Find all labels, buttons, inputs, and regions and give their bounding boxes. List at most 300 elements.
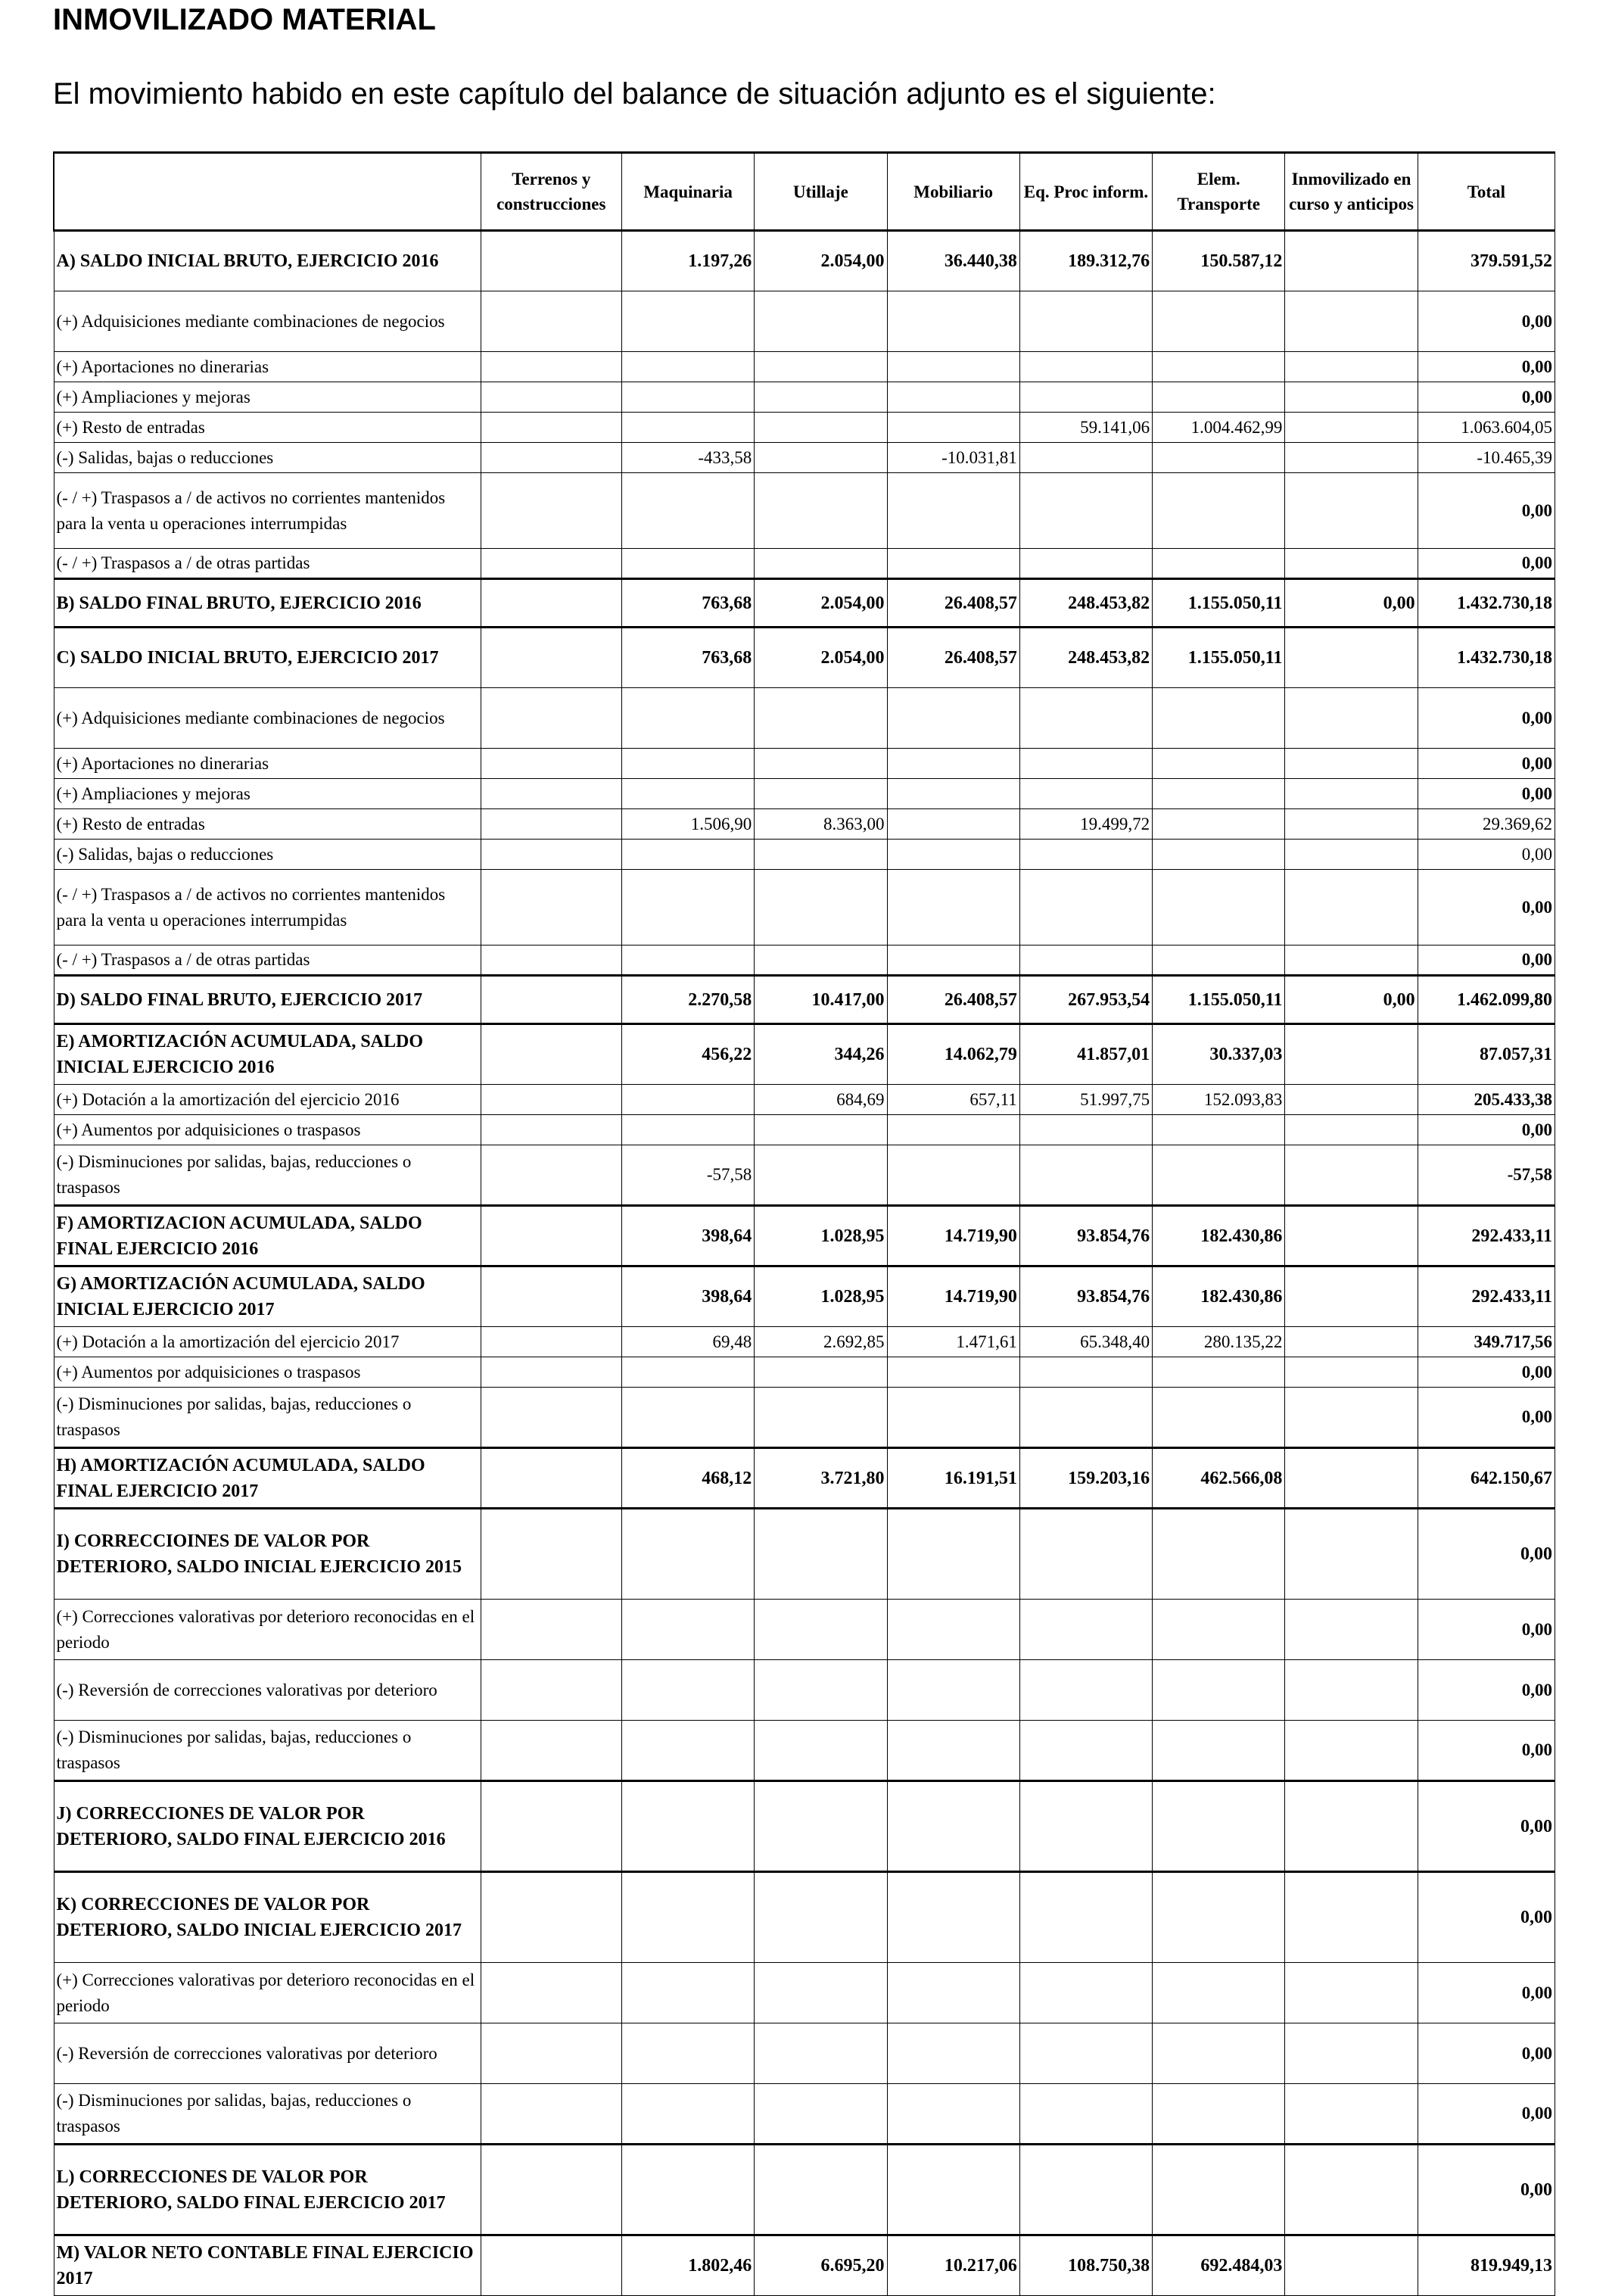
row-total-cell: 349.717,56: [1418, 1327, 1555, 1357]
row-value-cell: [481, 1963, 621, 2023]
table-row: [54, 1721, 1555, 1781]
row-value-cell: [887, 2084, 1019, 2145]
row-total-cell: 87.057,31: [1418, 1024, 1555, 1085]
row-value-cell: 108.750,38: [1019, 2235, 1152, 2296]
row-value-cell: [481, 2235, 621, 2296]
row-value-cell: [1153, 2145, 1285, 2235]
row-total-cell: 1.063.604,05: [1418, 413, 1555, 443]
row-label: (-) Reversión de correcciones valorativas por deterioro: [54, 1660, 481, 1721]
row-value-cell: [1153, 2084, 1285, 2145]
row-value-cell: 93.854,76: [1019, 1206, 1152, 1266]
row-value-cell: [621, 870, 754, 946]
row-label: (- / +) Traspasos a / de otras partidas: [54, 946, 481, 976]
header-inmovilizado-curso: Inmovilizado en curso y anticipos: [1285, 153, 1418, 231]
row-value-cell: [755, 2084, 887, 2145]
row-value-cell: [1285, 779, 1418, 809]
row-value-cell: [1153, 946, 1285, 976]
row-value-cell: [1153, 549, 1285, 579]
row-total-cell: 0,00: [1418, 1357, 1555, 1388]
row-value-cell: [621, 1388, 754, 1448]
row-label: (+) Dotación a la amortización del ejercicio 2017: [54, 1327, 481, 1357]
table-row: [54, 443, 1555, 473]
row-total-cell: 0,00: [1418, 1872, 1555, 1963]
row-value-cell: [1019, 946, 1152, 976]
row-value-cell: [1285, 2023, 1418, 2084]
row-value-cell: [1019, 1600, 1152, 1660]
row-value-cell: [887, 1115, 1019, 1145]
row-value-cell: [481, 352, 621, 382]
table-row: [54, 628, 1555, 688]
row-label: (+) Ampliaciones y mejoras: [54, 779, 481, 809]
table-row: [54, 291, 1555, 352]
row-value-cell: 26.408,57: [887, 579, 1019, 628]
row-value-cell: [1285, 628, 1418, 688]
row-value-cell: [481, 976, 621, 1024]
header-concept: [54, 153, 481, 231]
row-value-cell: [755, 749, 887, 779]
row-value-cell: [755, 1600, 887, 1660]
row-value-cell: [481, 1388, 621, 1448]
row-value-cell: 763,68: [621, 579, 754, 628]
row-value-cell: [481, 1448, 621, 1509]
row-value-cell: [481, 231, 621, 291]
row-value-cell: [481, 291, 621, 352]
row-value-cell: -433,58: [621, 443, 754, 473]
row-value-cell: [481, 1600, 621, 1660]
row-value-cell: [755, 2023, 887, 2084]
row-value-cell: [1019, 1357, 1152, 1388]
table-row: [54, 1357, 1555, 1388]
row-value-cell: [1285, 749, 1418, 779]
row-value-cell: 26.408,57: [887, 976, 1019, 1024]
row-value-cell: [1019, 1660, 1152, 1721]
row-value-cell: [621, 1872, 754, 1963]
row-total-cell: 0,00: [1418, 1963, 1555, 2023]
row-value-cell: 344,26: [755, 1024, 887, 1085]
row-value-cell: [481, 688, 621, 749]
row-value-cell: 398,64: [621, 1266, 754, 1327]
row-value-cell: 8.363,00: [755, 809, 887, 840]
row-value-cell: [1153, 1145, 1285, 1206]
row-value-cell: [621, 1509, 754, 1600]
row-label: (+) Adquisiciones mediante combinaciones de negocios: [54, 291, 481, 352]
row-label: H) AMORTIZACIÓN ACUMULADA, SALDO FINAL EJERCICIO 2017: [54, 1448, 481, 1509]
table-row: [54, 1600, 1555, 1660]
row-value-cell: [755, 1388, 887, 1448]
row-label: K) CORRECCIONES DE VALOR POR DETERIORO, SALDO INICIAL EJERCICIO 2017: [54, 1872, 481, 1963]
row-value-cell: [1153, 688, 1285, 749]
header-utillaje: Utillaje: [755, 153, 887, 231]
row-value-cell: [1019, 352, 1152, 382]
row-value-cell: [621, 1781, 754, 1872]
row-value-cell: [621, 779, 754, 809]
row-value-cell: [1285, 1600, 1418, 1660]
row-total-cell: 0,00: [1418, 779, 1555, 809]
header-mobiliario: Mobiliario: [887, 153, 1019, 231]
row-total-cell: 0,00: [1418, 2145, 1555, 2235]
row-value-cell: 1.028,95: [755, 1206, 887, 1266]
row-value-cell: 6.695,20: [755, 2235, 887, 2296]
row-value-cell: [1019, 1872, 1152, 1963]
table-row: [54, 809, 1555, 840]
row-label: (- / +) Traspasos a / de otras partidas: [54, 549, 481, 579]
row-label: (- / +) Traspasos a / de activos no corrientes mantenidos para la venta u operaciones interrumpidas: [54, 473, 481, 549]
row-value-cell: [1285, 231, 1418, 291]
row-value-cell: 248.453,82: [1019, 628, 1152, 688]
row-value-cell: 1.506,90: [621, 809, 754, 840]
row-value-cell: [1019, 549, 1152, 579]
row-value-cell: 692.484,03: [1153, 2235, 1285, 2296]
row-value-cell: [481, 443, 621, 473]
row-value-cell: [1285, 1448, 1418, 1509]
row-value-cell: [1153, 1357, 1285, 1388]
table-row: [54, 1781, 1555, 1872]
row-value-cell: 19.499,72: [1019, 809, 1152, 840]
row-value-cell: [1285, 809, 1418, 840]
row-value-cell: [755, 549, 887, 579]
row-value-cell: 280.135,22: [1153, 1327, 1285, 1357]
row-value-cell: -57,58: [621, 1145, 754, 1206]
row-label: (+) Resto de entradas: [54, 413, 481, 443]
table-row: [54, 352, 1555, 382]
row-value-cell: [887, 291, 1019, 352]
row-value-cell: 1.155.050,11: [1153, 628, 1285, 688]
row-value-cell: [621, 840, 754, 870]
row-value-cell: [1153, 1388, 1285, 1448]
row-value-cell: [887, 1509, 1019, 1600]
row-label: (+) Resto de entradas: [54, 809, 481, 840]
row-label: (+) Correcciones valorativas por deterioro reconocidas en el periodo: [54, 1963, 481, 2023]
row-value-cell: [481, 809, 621, 840]
row-value-cell: [755, 352, 887, 382]
row-value-cell: [887, 1872, 1019, 1963]
row-total-cell: 0,00: [1418, 749, 1555, 779]
header-eq-proc: Eq. Proc inform.: [1019, 153, 1152, 231]
row-value-cell: [1153, 1600, 1285, 1660]
row-value-cell: [621, 2145, 754, 2235]
row-value-cell: 2.054,00: [755, 579, 887, 628]
row-value-cell: [481, 579, 621, 628]
row-value-cell: [1153, 749, 1285, 779]
row-label: (-) Salidas, bajas o reducciones: [54, 443, 481, 473]
page-subtitle: El movimiento habido en este capítulo del balance de situación adjunto es el siguiente:: [53, 77, 1216, 111]
row-value-cell: 10.217,06: [887, 2235, 1019, 2296]
page-title: INMOVILIZADO MATERIAL: [53, 3, 436, 36]
row-value-cell: [1285, 382, 1418, 413]
row-value-cell: [1153, 870, 1285, 946]
row-value-cell: [1019, 291, 1152, 352]
row-value-cell: 3.721,80: [755, 1448, 887, 1509]
row-value-cell: [1285, 352, 1418, 382]
row-value-cell: [621, 749, 754, 779]
row-value-cell: [755, 688, 887, 749]
row-value-cell: [481, 1266, 621, 1327]
row-value-cell: [481, 1660, 621, 1721]
row-value-cell: 2.692,85: [755, 1327, 887, 1357]
row-value-cell: 1.028,95: [755, 1266, 887, 1327]
row-value-cell: [1153, 473, 1285, 549]
row-value-cell: 14.719,90: [887, 1266, 1019, 1327]
row-value-cell: [481, 1085, 621, 1115]
row-value-cell: 51.997,75: [1019, 1085, 1152, 1115]
row-value-cell: [621, 1660, 754, 1721]
row-total-cell: 0,00: [1418, 870, 1555, 946]
row-value-cell: 0,00: [1285, 976, 1418, 1024]
row-value-cell: [1285, 1509, 1418, 1600]
table-row: [54, 382, 1555, 413]
row-value-cell: [621, 1600, 754, 1660]
table-row: [54, 1145, 1555, 1206]
row-value-cell: [621, 413, 754, 443]
table-row: [54, 2023, 1555, 2084]
row-value-cell: [887, 1600, 1019, 1660]
row-value-cell: [887, 749, 1019, 779]
row-value-cell: [481, 840, 621, 870]
row-label: F) AMORTIZACION ACUMULADA, SALDO FINAL EJERCICIO 2016: [54, 1206, 481, 1266]
row-value-cell: [755, 1872, 887, 1963]
row-total-cell: 0,00: [1418, 2023, 1555, 2084]
row-value-cell: [481, 382, 621, 413]
row-total-cell: 0,00: [1418, 1781, 1555, 1872]
row-label: (-) Disminuciones por salidas, bajas, reducciones o traspasos: [54, 2084, 481, 2145]
row-value-cell: 26.408,57: [887, 628, 1019, 688]
row-value-cell: 59.141,06: [1019, 413, 1152, 443]
table-row: [54, 688, 1555, 749]
row-label: (+) Adquisiciones mediante combinaciones de negocios: [54, 688, 481, 749]
row-value-cell: [1153, 443, 1285, 473]
row-value-cell: [1285, 870, 1418, 946]
table-row: [54, 749, 1555, 779]
row-value-cell: [621, 1357, 754, 1388]
row-label: (+) Ampliaciones y mejoras: [54, 382, 481, 413]
row-total-cell: -10.465,39: [1418, 443, 1555, 473]
row-value-cell: [1153, 840, 1285, 870]
row-value-cell: 41.857,01: [1019, 1024, 1152, 1085]
table-header-row: [54, 153, 1555, 231]
row-total-cell: 0,00: [1418, 1388, 1555, 1448]
row-label: (-) Disminuciones por salidas, bajas, reducciones o traspasos: [54, 1388, 481, 1448]
row-value-cell: 267.953,54: [1019, 976, 1152, 1024]
row-value-cell: [621, 688, 754, 749]
row-value-cell: [1285, 1872, 1418, 1963]
row-value-cell: [621, 1963, 754, 2023]
row-value-cell: [1285, 2145, 1418, 2235]
row-value-cell: 398,64: [621, 1206, 754, 1266]
row-value-cell: [1019, 2145, 1152, 2235]
row-value-cell: [1285, 1266, 1418, 1327]
row-value-cell: 0,00: [1285, 579, 1418, 628]
row-value-cell: [1285, 1721, 1418, 1781]
table-row: [54, 1024, 1555, 1085]
row-label: C) SALDO INICIAL BRUTO, EJERCICIO 2017: [54, 628, 481, 688]
row-label: D) SALDO FINAL BRUTO, EJERCICIO 2017: [54, 976, 481, 1024]
table-row: [54, 413, 1555, 443]
row-value-cell: [1153, 809, 1285, 840]
row-value-cell: [1153, 1721, 1285, 1781]
row-value-cell: 30.337,03: [1153, 1024, 1285, 1085]
row-value-cell: 248.453,82: [1019, 579, 1152, 628]
row-value-cell: [481, 1206, 621, 1266]
row-label: I) CORRECCIOINES DE VALOR POR DETERIORO, SALDO INICIAL EJERCICIO 2015: [54, 1509, 481, 1600]
row-total-cell: 0,00: [1418, 946, 1555, 976]
row-total-cell: 0,00: [1418, 382, 1555, 413]
row-value-cell: [755, 779, 887, 809]
row-value-cell: 16.191,51: [887, 1448, 1019, 1509]
row-label: (+) Aumentos por adquisiciones o traspasos: [54, 1357, 481, 1388]
row-value-cell: [887, 779, 1019, 809]
row-value-cell: [887, 473, 1019, 549]
row-value-cell: [1285, 1085, 1418, 1115]
row-value-cell: [621, 382, 754, 413]
row-value-cell: [755, 840, 887, 870]
row-total-cell: -57,58: [1418, 1145, 1555, 1206]
row-value-cell: 152.093,83: [1153, 1085, 1285, 1115]
row-value-cell: [621, 549, 754, 579]
row-total-cell: 819.949,13: [1418, 2235, 1555, 2296]
row-value-cell: [887, 382, 1019, 413]
row-value-cell: [887, 2023, 1019, 2084]
row-value-cell: [755, 1509, 887, 1600]
row-total-cell: 0,00: [1418, 1115, 1555, 1145]
row-value-cell: [481, 1024, 621, 1085]
table-row: [54, 2235, 1555, 2296]
row-value-cell: 182.430,86: [1153, 1206, 1285, 1266]
row-total-cell: 0,00: [1418, 352, 1555, 382]
row-value-cell: [481, 749, 621, 779]
row-value-cell: [887, 688, 1019, 749]
row-total-cell: 0,00: [1418, 291, 1555, 352]
row-value-cell: [481, 779, 621, 809]
movement-table: [53, 151, 1555, 2296]
row-value-cell: [1153, 1963, 1285, 2023]
row-value-cell: [1285, 291, 1418, 352]
row-value-cell: [1019, 688, 1152, 749]
table-row: [54, 473, 1555, 549]
row-value-cell: [755, 1357, 887, 1388]
row-value-cell: [1153, 779, 1285, 809]
row-value-cell: [481, 1115, 621, 1145]
table-row: [54, 2084, 1555, 2145]
row-value-cell: [1285, 1206, 1418, 1266]
row-value-cell: 763,68: [621, 628, 754, 688]
row-value-cell: [1285, 1660, 1418, 1721]
row-value-cell: [755, 291, 887, 352]
row-total-cell: 1.432.730,18: [1418, 628, 1555, 688]
row-value-cell: [755, 946, 887, 976]
row-value-cell: [1285, 2084, 1418, 2145]
row-value-cell: 14.062,79: [887, 1024, 1019, 1085]
row-value-cell: [887, 549, 1019, 579]
row-value-cell: [481, 1781, 621, 1872]
row-total-cell: 0,00: [1418, 1721, 1555, 1781]
row-value-cell: -10.031,81: [887, 443, 1019, 473]
row-label: (- / +) Traspasos a / de activos no corrientes mantenidos para la venta u operaciones interrumpidas: [54, 870, 481, 946]
row-total-cell: 0,00: [1418, 840, 1555, 870]
table-row: [54, 946, 1555, 976]
row-value-cell: [1019, 1388, 1152, 1448]
row-value-cell: [887, 1721, 1019, 1781]
row-total-cell: 0,00: [1418, 473, 1555, 549]
row-value-cell: [481, 870, 621, 946]
row-label: (-) Disminuciones por salidas, bajas, reducciones o traspasos: [54, 1145, 481, 1206]
table-row: [54, 1206, 1555, 1266]
row-value-cell: [1285, 1024, 1418, 1085]
row-value-cell: 2.270,58: [621, 976, 754, 1024]
row-total-cell: 29.369,62: [1418, 809, 1555, 840]
table-row: [54, 1085, 1555, 1115]
row-value-cell: [1153, 382, 1285, 413]
row-label: E) AMORTIZACIÓN ACUMULADA, SALDO INICIAL EJERCICIO 2016: [54, 1024, 481, 1085]
row-label: (+) Dotación a la amortización del ejercicio 2016: [54, 1085, 481, 1115]
row-value-cell: [481, 1327, 621, 1357]
row-value-cell: [1153, 291, 1285, 352]
row-value-cell: [755, 382, 887, 413]
row-value-cell: [621, 352, 754, 382]
table-row: [54, 840, 1555, 870]
row-value-cell: [755, 1115, 887, 1145]
row-label: (-) Disminuciones por salidas, bajas, reducciones o traspasos: [54, 1721, 481, 1781]
row-value-cell: [1153, 2023, 1285, 2084]
table-row: [54, 549, 1555, 579]
row-value-cell: [887, 1357, 1019, 1388]
row-value-cell: [1285, 549, 1418, 579]
row-value-cell: 1.802,46: [621, 2235, 754, 2296]
row-value-cell: [755, 1145, 887, 1206]
row-value-cell: [1285, 473, 1418, 549]
row-value-cell: [1019, 1781, 1152, 1872]
row-value-cell: 468,12: [621, 1448, 754, 1509]
row-value-cell: [1019, 473, 1152, 549]
row-value-cell: [1019, 2023, 1152, 2084]
row-total-cell: 0,00: [1418, 1600, 1555, 1660]
row-value-cell: [1019, 840, 1152, 870]
row-value-cell: [1285, 1781, 1418, 1872]
row-value-cell: [755, 2145, 887, 2235]
row-label: G) AMORTIZACIÓN ACUMULADA, SALDO INICIAL EJERCICIO 2017: [54, 1266, 481, 1327]
row-value-cell: [755, 1721, 887, 1781]
row-value-cell: [621, 2084, 754, 2145]
row-total-cell: 0,00: [1418, 688, 1555, 749]
row-value-cell: [755, 1660, 887, 1721]
row-value-cell: [621, 473, 754, 549]
row-value-cell: [621, 1115, 754, 1145]
header-maquinaria: Maquinaria: [621, 153, 754, 231]
row-value-cell: [1019, 1721, 1152, 1781]
row-value-cell: 456,22: [621, 1024, 754, 1085]
row-value-cell: 1.197,26: [621, 231, 754, 291]
row-value-cell: 36.440,38: [887, 231, 1019, 291]
table-row: [54, 1327, 1555, 1357]
row-value-cell: [1285, 946, 1418, 976]
row-label: (+) Aportaciones no dinerarias: [54, 749, 481, 779]
row-label: J) CORRECCIONES DE VALOR POR DETERIORO, SALDO FINAL EJERCICIO 2016: [54, 1781, 481, 1872]
row-value-cell: 189.312,76: [1019, 231, 1152, 291]
row-value-cell: [1019, 779, 1152, 809]
row-value-cell: [481, 1721, 621, 1781]
row-value-cell: [755, 870, 887, 946]
row-value-cell: [1019, 2084, 1152, 2145]
row-total-cell: 642.150,67: [1418, 1448, 1555, 1509]
row-total-cell: 292.433,11: [1418, 1206, 1555, 1266]
row-label: M) VALOR NETO CONTABLE FINAL EJERCICIO 2017: [54, 2235, 481, 2296]
row-value-cell: [887, 2145, 1019, 2235]
table-row: [54, 231, 1555, 291]
table-row: [54, 1448, 1555, 1509]
row-value-cell: 150.587,12: [1153, 231, 1285, 291]
row-value-cell: [481, 473, 621, 549]
row-value-cell: [1285, 1145, 1418, 1206]
row-value-cell: [481, 1357, 621, 1388]
